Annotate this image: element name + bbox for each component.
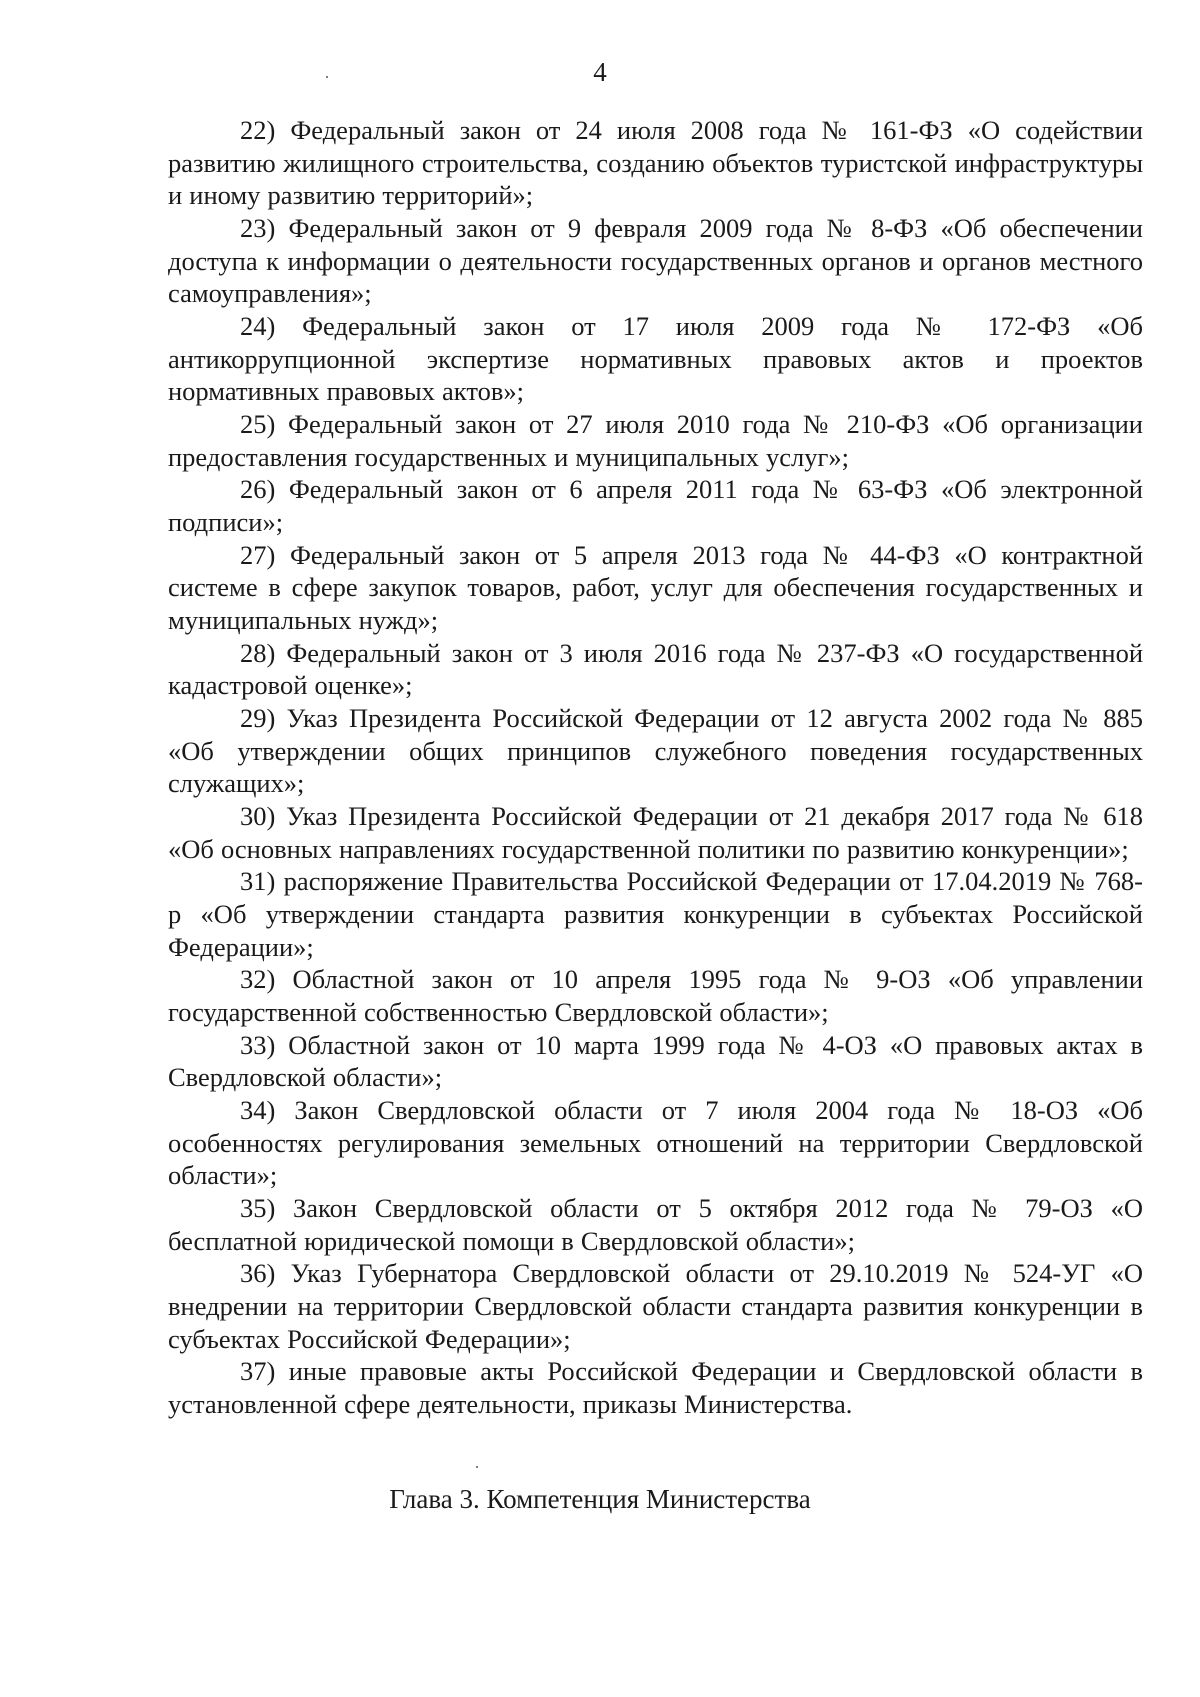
scan-speck xyxy=(476,1466,478,1468)
list-item: 22) Федеральный закон от 24 июля 2008 года № 161-ФЗ «О содействии развитию жилищного строительства, созданию объектов туристской инфраструктуры и иному развитию территорий»; xyxy=(168,115,1143,211)
list-item: 29) Указ Президента Российской Федерации от 12 августа 2002 года № 885 «Об утверждении общих принципов служебного поведения государственных служащих»; xyxy=(168,703,1143,799)
list-item: 24) Федеральный закон от 17 июля 2009 года № 172-ФЗ «Об антикоррупционной экспертизе нормативных правовых актов и проектов нормативных правовых актов»; xyxy=(168,310,1143,407)
list-item: 30) Указ Президента Российской Федерации от 21 декабря 2017 года № 618 «Об основных направлениях государственной политики по развитию конкуренции»; xyxy=(168,800,1143,864)
list-item: 34) Закон Свердловской области от 7 июля 2004 года № 18-ОЗ «Об особенностях регулирования земельных отношений на территории Свердловской области»; xyxy=(168,1095,1143,1191)
legal-acts-list xyxy=(168,114,1143,1421)
chapter-title: Глава 3. Компетенция Министерства xyxy=(389,1484,811,1514)
list-item: 33) Областной закон от 10 марта 1999 года № 4-ОЗ «О правовых актах в Свердловской области»; xyxy=(168,1029,1143,1093)
list-item: 23) Федеральный закон от 9 февраля 2009 года № 8-ФЗ «Об обеспечении доступа к информации о деятельности государственных органов и органов местного самоуправления»; xyxy=(168,212,1143,309)
list-item: 31) распоряжение Правительства Российской Федерации от 17.04.2019 № 768-р «Об утверждении стандарта развития конкуренции в субъектах Российской Федерации»; xyxy=(168,866,1143,962)
list-item: 37) иные правовые акты Российской Федерации и Свердловской области в установленной сфере деятельности, приказы Министерства. xyxy=(168,1356,1143,1419)
list-item: 35) Закон Свердловской области от 5 октября 2012 года № 79-ОЗ «О бесплатной юридической помощи в Свердловской области»; xyxy=(168,1193,1143,1256)
list-item: 28) Федеральный закон от 3 июля 2016 года № 237-ФЗ «О государственной кадастровой оценке»; xyxy=(168,637,1143,701)
scan-speck xyxy=(326,76,328,78)
list-item: 26) Федеральный закон от 6 апреля 2011 года № 63-ФЗ «Об электронной подписи»; xyxy=(168,474,1143,537)
list-item: 25) Федеральный закон от 27 июля 2010 года № 210-ФЗ «Об организации предоставления государственных и муниципальных услуг»; xyxy=(168,408,1143,472)
page-number: 4 xyxy=(593,57,607,87)
list-item: 36) Указ Губернатора Свердловской области от 29.10.2019 № 524-УГ «О внедрении на территории Свердловской области стандарта развития конкуренции в субъектах Российской Федерации»; xyxy=(168,1258,1143,1354)
list-item: 32) Областной закон от 10 апреля 1995 года № 9-ОЗ «Об управлении государственной собственностью Свердловской области»; xyxy=(168,964,1143,1027)
list-item: 27) Федеральный закон от 5 апреля 2013 года № 44-ФЗ «О контрактной системе в сфере закупок товаров, работ, услуг для обеспечения государственных и муниципальных нужд»; xyxy=(168,539,1143,635)
